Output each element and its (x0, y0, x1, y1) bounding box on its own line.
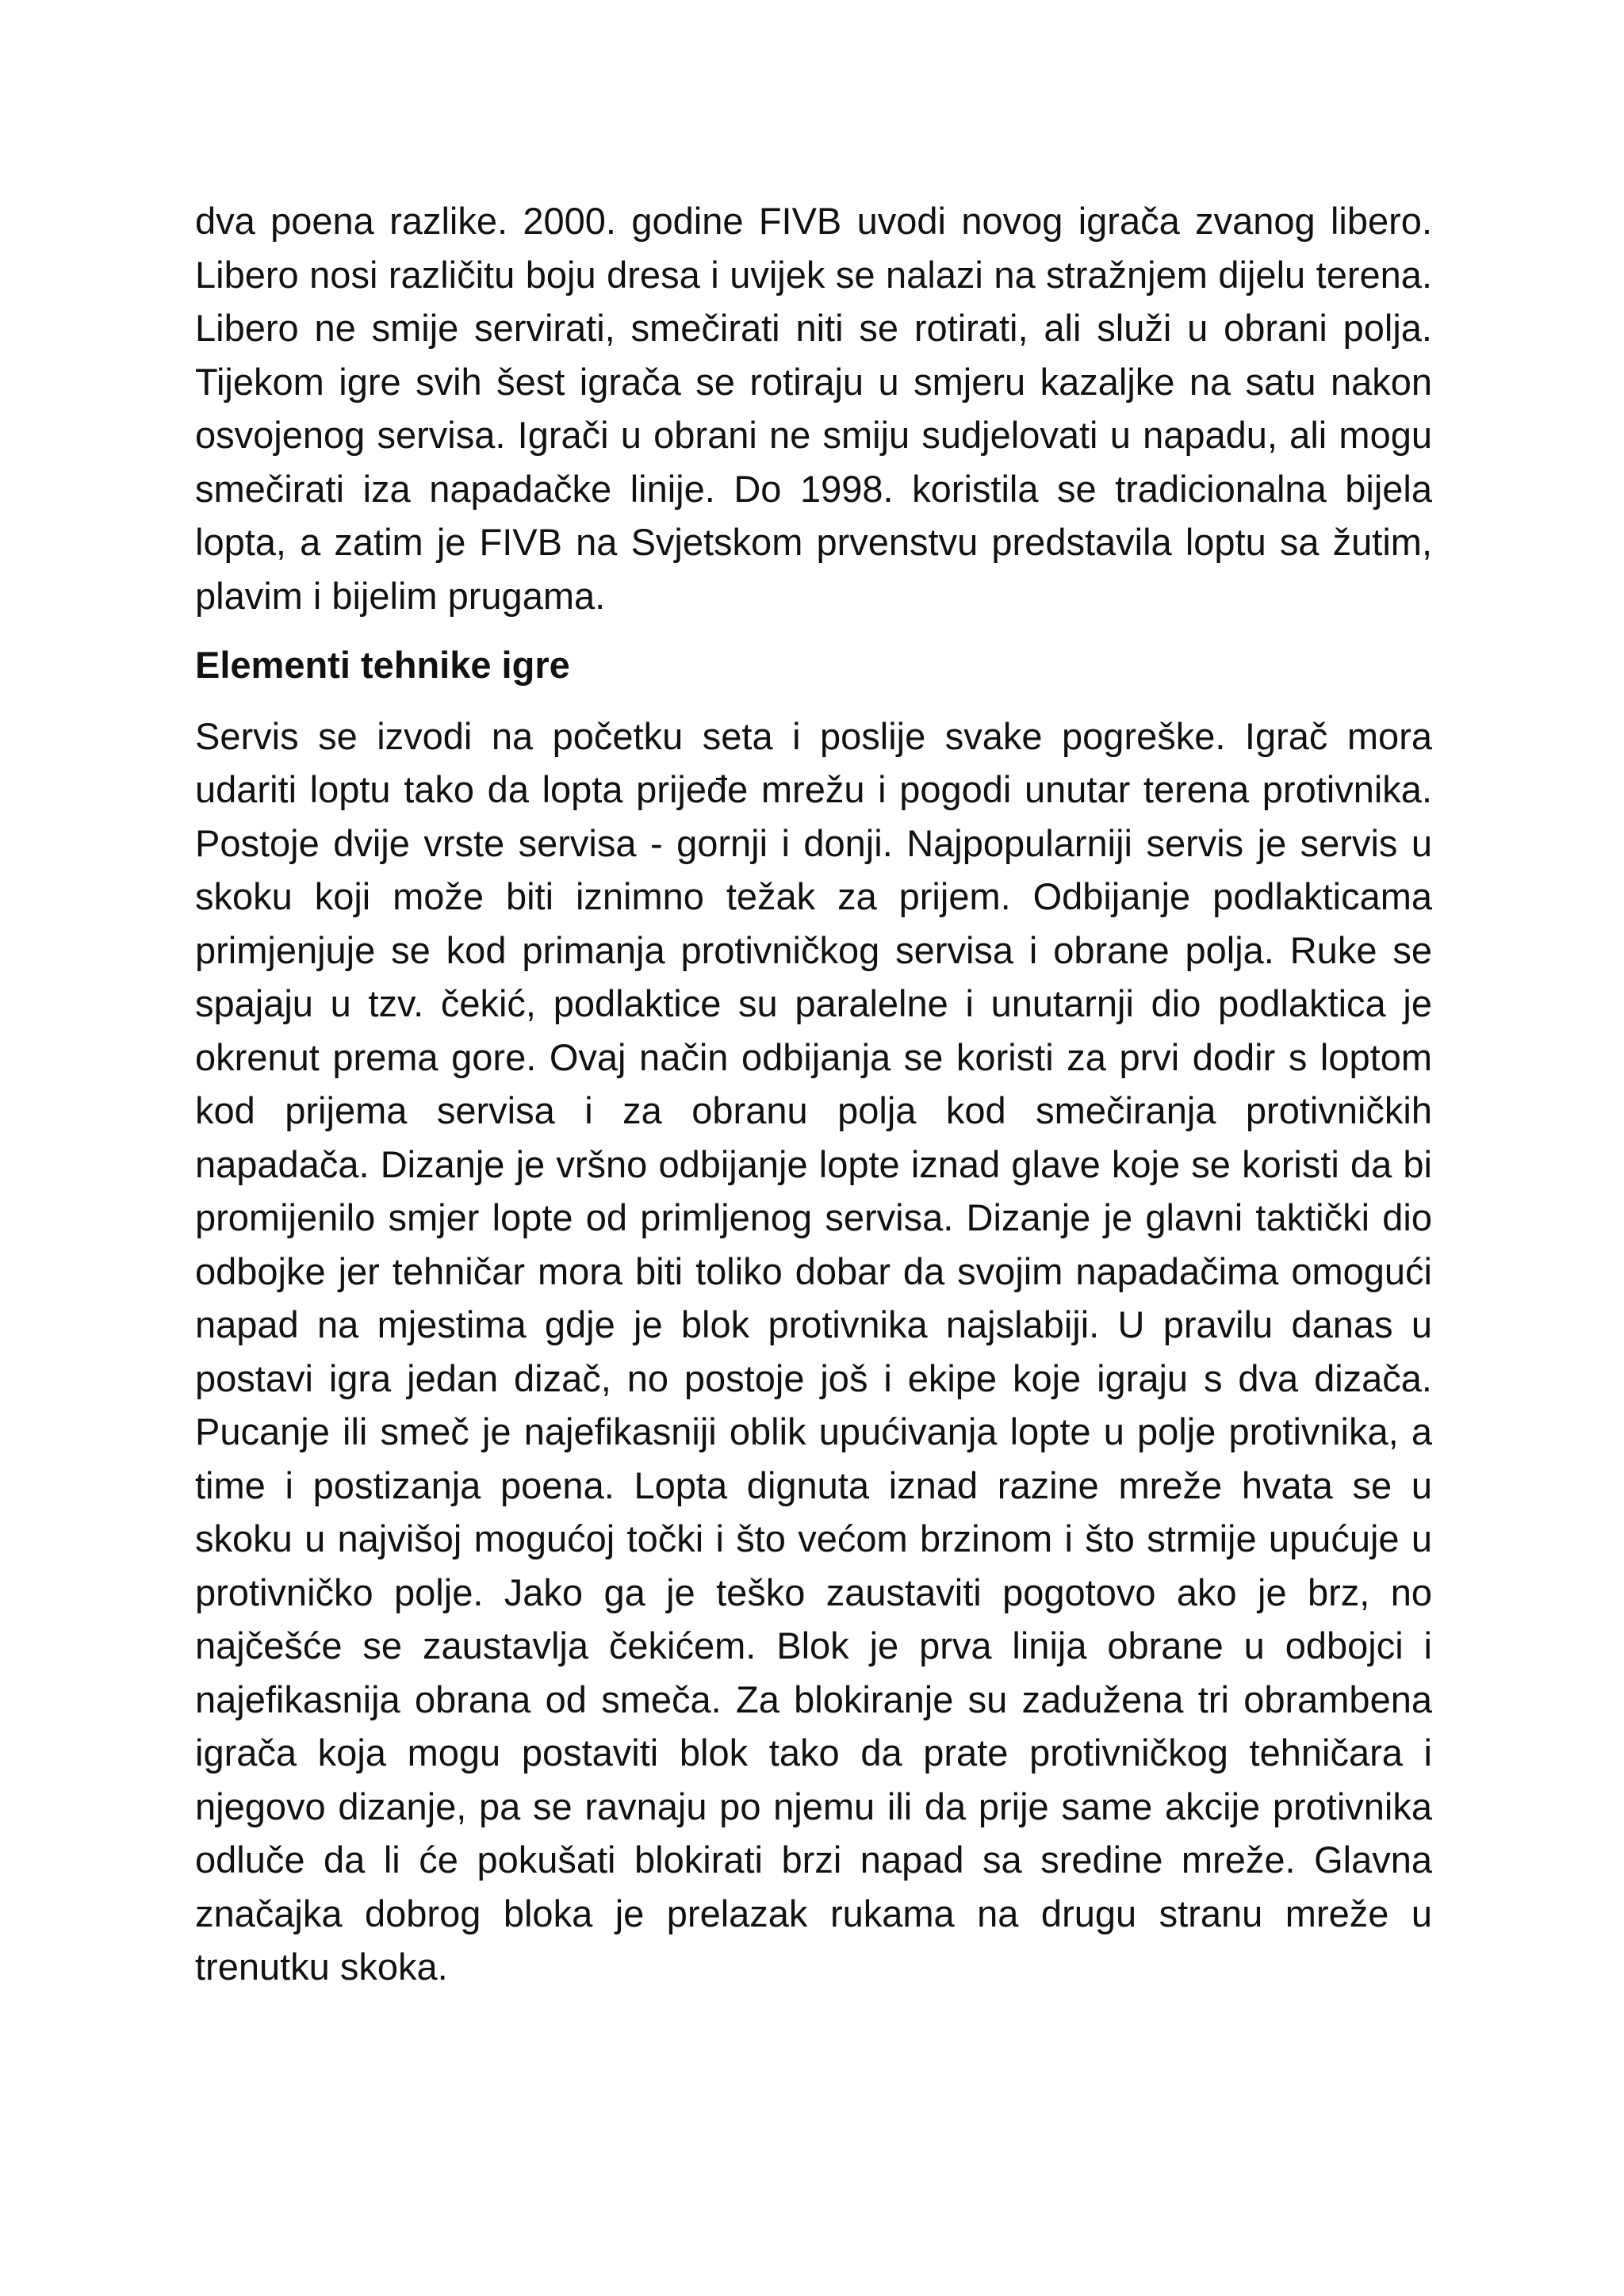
body-paragraph-libero: dva poena razlike. 2000. godine FIVB uvodi novog igrača zvanog libero. Libero nosi različitu boju dresa i uvijek se nalazi na stražnjem dijelu terena. Libero ne smije servirati, smečirati niti se rotirati, ali služi u obrani polja. Tijekom igre svih šest igrača se rotiraju u smjeru kazaljke na satu nakon osvojenog servisa. Igrači u obrani ne smiju sudjelovati u napadu, ali mogu smečirati iza napadačke linije. Do 1998. koristila se tradicionalna bijela lopta, a zatim je FIVB na Svjetskom prvenstvu predstavila loptu sa žutim, plavim i bijelim prugama. (195, 200, 1432, 617)
page-content (195, 194, 1432, 1994)
body-paragraph-technique: Servis se izvodi na početku seta i poslije svake pogreške. Igrač mora udariti loptu tako da lopta prijeđe mrežu i pogodi unutar terena protivnika. Postoje dvije vrste servisa - gornji i donji. Najpopularniji servis je servis u skoku koji može biti iznimno težak za prijem. Odbijanje podlakticama primjenjuje se kod primanja protivničkog servisa i obrane polja. Ruke se spajaju u tzv. čekić, podlaktice su paralelne i unutarnji dio podlaktica je okrenut prema gore. Ovaj način odbijanja se koristi za prvi dodir s loptom kod prijema servisa i za obranu polja kod smečiranja protivničkih napadača. Dizanje je vršno odbijanje lopte iznad glave koje se koristi da bi promijenilo smjer lopte od primljenog servisa. Dizanje je glavni taktički dio odbojke jer tehničar mora biti toliko dobar da svojim napadačima omogući napad na mjestima gdje je blok protivnika najslabiji. U pravilu danas u postavi igra jedan dizač, no postoje još i ekipe koje igraju s dva dizača. Pucanje ili smeč je najefikasniji oblik upućivanja lopte u polje protivnika, a time i postizanja poena. Lopta dignuta iznad razine mreže hvata se u skoku u najvišoj mogućoj točki i što većom brzinom i što strmije upućuje u protivničko polje. Jako ga je teško zaustaviti pogotovo ako je brz, no najčešće se zaustavlja čekićem. Blok je prva linija obrane u odbojci i najefikasnija obrana od smeča. Za blokiranje su zadužena tri obrambena igrača koja mogu postaviti blok tako da prate protivničkog tehničara i njegovo dizanje, pa se ravnaju po njemu ili da prije same akcije protivnika odluče da li će pokušati blokirati brzi napad sa sredine mreže. Glavna značajka dobrog bloka je prelazak rukama na drugu stranu mreže u trenutku skoka. (195, 714, 1432, 1988)
section-heading: Elementi tehnike igre (195, 644, 570, 686)
